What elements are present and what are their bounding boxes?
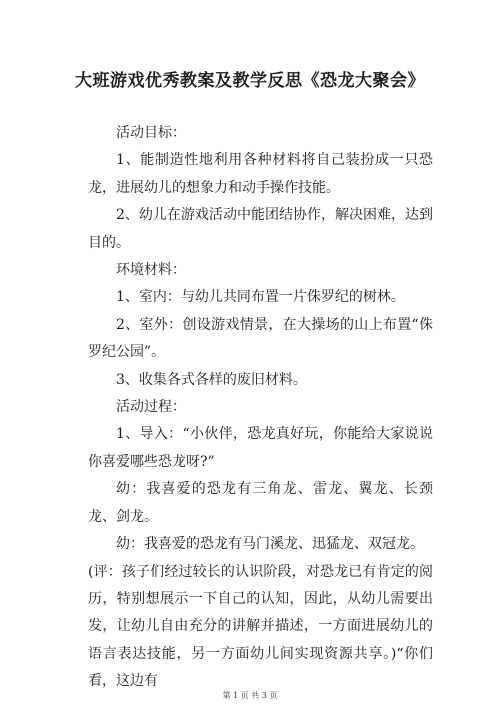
paragraph-goal-2: 2、幼儿在游戏活动中能团结协作，解决困难，达到目的。 (88, 207, 433, 251)
paragraph-goals-heading: 活动目标： (116, 125, 186, 141)
paragraph-process-heading: 活动过程： (116, 399, 186, 416)
paragraph-materials-heading: 环境材料： (116, 262, 186, 279)
paragraph-child-answer-1: 幼：我喜爱的恐龙有三角龙、雷龙、翼龙、长颈龙、剑龙。 (88, 481, 433, 525)
page-footer: 第 1 页 共 3 页 (222, 691, 278, 700)
paragraph-child-answer-2: 幼：我喜爱的恐龙有马门溪龙、迅猛龙、双冠龙。 (116, 536, 424, 553)
paragraph-material-1: 1、室内：与幼儿共同布置一片侏罗纪的树林。 (116, 289, 405, 306)
paragraph-goal-1: 1、能制造性地利用各种材料将自己装扮成一只恐龙，进展幼儿的想象力和动手操作技能。 (88, 152, 433, 196)
paragraph-process-1: 1、导入：“小伙伴，恐龙真好玩，你能给大家说说你喜爱哪些恐龙呀?” (88, 426, 433, 470)
paragraph-material-3: 3、收集各式各样的废旧材料。 (116, 371, 307, 388)
document-body (88, 120, 433, 696)
paragraph-comment: (评：孩子们经过较长的认识阶段，对恐龙已有肯定的阅历，特别想展示一下自己的认知，因此，从幼儿需要出发，让幼儿自由充分的讲解并描述，一方面进展幼儿的语言表达技能，另一方面幼儿间实现资源共享。)“你们看，这边有 (88, 563, 433, 690)
document-title: 大班游戏优秀教案及教学反思《恐龙大聚会》 (75, 71, 425, 91)
paragraph-material-2: 2、室外：创设游戏情景，在大操场的山上布置“侏罗纪公园”。 (88, 316, 433, 361)
